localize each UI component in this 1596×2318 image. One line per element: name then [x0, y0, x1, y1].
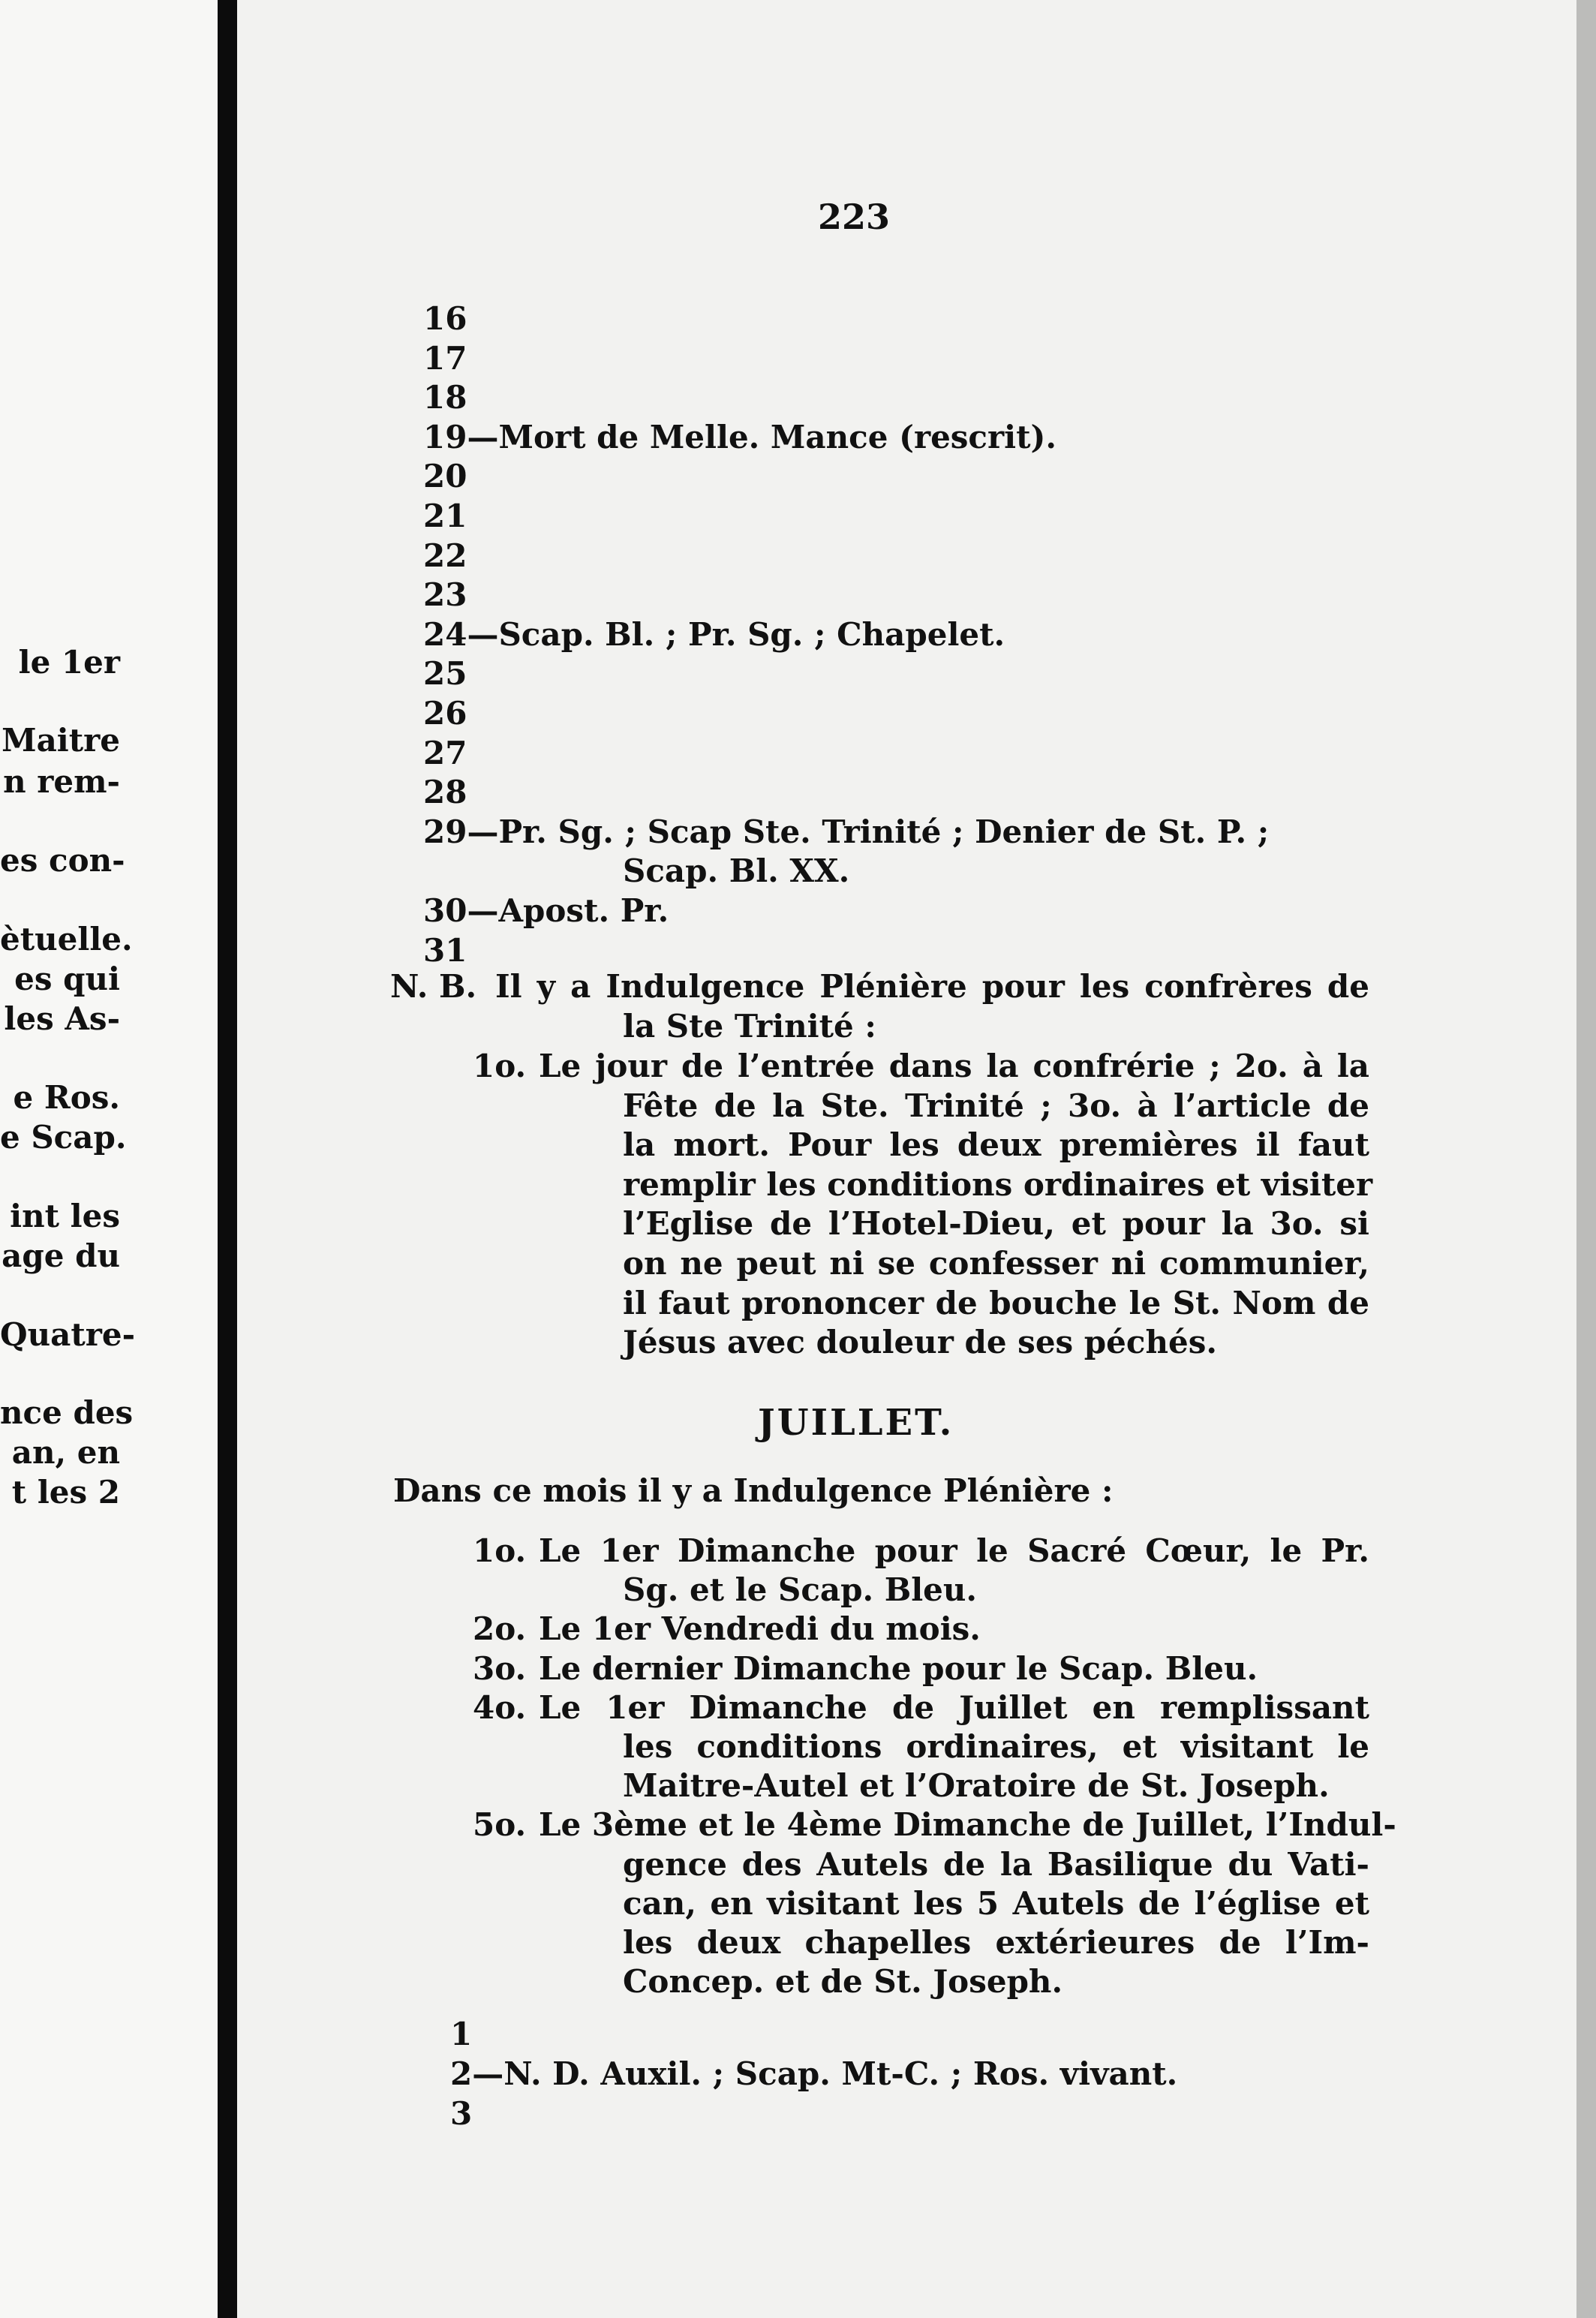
- day-number: 16: [423, 300, 467, 337]
- nb-item-line: remplir les conditions ordinaires et visiter: [623, 1165, 1373, 1203]
- day-number: 28: [423, 774, 467, 811]
- day-observance: Scap. Bl. XX.: [623, 852, 850, 890]
- day-entry: [423, 813, 1269, 851]
- day-number: 18: [423, 379, 467, 416]
- nb-line: la Ste Trinité :: [623, 1008, 876, 1045]
- nb-item-line: Fête de la Ste. Trinité ; 3o. à l’article de: [623, 1087, 1369, 1124]
- july-item-line: Concep. et de St. Joseph.: [623, 1963, 1063, 2001]
- day-entry: [423, 537, 467, 575]
- july-item-label: 3o.: [473, 1649, 527, 1687]
- day-number: 2: [450, 2055, 473, 2092]
- page-number: 223: [818, 197, 891, 237]
- day-entry: [423, 458, 467, 495]
- facing-page-fragment: e Scap.: [0, 1119, 127, 1156]
- day-number: 19: [423, 418, 467, 455]
- day-entry: [423, 774, 467, 811]
- july-item-label: 1o.: [473, 1532, 527, 1569]
- july-item-line: Le 1er Dimanche de Juillet en remplissant: [539, 1688, 1369, 1726]
- facing-page-fragment: nce des: [0, 1394, 134, 1431]
- day-observance: —Pr. Sg. ; Scap Ste. Trinité ; Denier de St. P. ;: [467, 813, 1270, 850]
- facing-page-fragment: t les 2: [11, 1474, 120, 1511]
- day-entry: [423, 616, 1005, 654]
- nb-label: N. B.: [390, 968, 477, 1005]
- day-entry: [423, 655, 467, 693]
- day-observance: —Apost. Pr.: [467, 892, 669, 929]
- day-observance: —Mort de Melle. Mance (rescrit).: [467, 418, 1056, 455]
- july-item-line: gence des Autels de la Basilique du Vati-: [623, 1845, 1369, 1883]
- day-entry: [423, 498, 467, 535]
- nb-item-line: l’Eglise de l’Hotel-Dieu, et pour la 3o. si: [623, 1205, 1369, 1243]
- july-item-line: les conditions ordinaires, et visitant le: [623, 1728, 1369, 1765]
- day-number: 23: [423, 576, 467, 614]
- facing-page-fragment: Quatre-: [0, 1316, 136, 1353]
- nb-item-line: on ne peut ni se confesser ni communier,: [623, 1245, 1369, 1282]
- july-item-line: Le 3ème et le 4ème Dimanche de Juillet, l’Indul-: [539, 1806, 1396, 1844]
- day-number: 3: [450, 2094, 473, 2132]
- july-item-line: Sg. et le Scap. Bleu.: [623, 1571, 978, 1609]
- day-number: 17: [423, 339, 467, 377]
- nb-item-line: Jésus avec douleur de ses péchés.: [623, 1324, 1217, 1361]
- day-entry: [423, 892, 669, 930]
- july-item-label: 5o.: [473, 1806, 527, 1844]
- day-entry: [450, 2055, 1177, 2093]
- day-entry: [423, 419, 1056, 456]
- facing-page-fragment: Maitre: [2, 722, 120, 759]
- july-item-line: Maitre-Autel et l’Oratoire de St. Joseph.: [623, 1767, 1330, 1805]
- july-item-line: Le dernier Dimanche pour le Scap. Bleu.: [539, 1649, 1258, 1687]
- day-number: 26: [423, 695, 467, 732]
- day-entry: [423, 735, 467, 772]
- section-title-juillet: JUILLET.: [758, 1402, 954, 1444]
- day-observance: —N. D. Auxil. ; Scap. Mt-C. ; Ros. vivant.: [472, 2055, 1178, 2092]
- day-number: 24: [423, 615, 467, 653]
- page-gutter: [218, 0, 237, 2318]
- day-number: 1: [450, 2016, 473, 2053]
- facing-page-fragment: n rem-: [3, 763, 120, 800]
- july-intro: Dans ce mois il y a Indulgence Plénière :: [393, 1472, 1114, 1509]
- facing-page-fragment: les As-: [4, 1000, 120, 1037]
- nb-item-line: la mort. Pour les deux premières il faut: [623, 1126, 1369, 1164]
- day-number: 20: [423, 458, 467, 495]
- day-entry: [450, 2095, 472, 2133]
- facing-page-edge: [0, 0, 218, 2318]
- day-entry: [423, 695, 467, 732]
- day-entry: [423, 576, 467, 614]
- nb-item-line: il faut prononcer de bouche le St. Nom de: [623, 1284, 1369, 1321]
- nb-item-line: Le jour de l’entrée dans la confrérie ; 2o. à la: [539, 1048, 1369, 1084]
- july-item-line: Le 1er Vendredi du mois.: [539, 1610, 981, 1648]
- day-entry: [423, 379, 467, 416]
- day-number: 22: [423, 537, 467, 574]
- facing-page-fragment: age du: [2, 1237, 120, 1274]
- day-number: 25: [423, 655, 467, 693]
- facing-page-fragment: int les: [10, 1198, 120, 1234]
- facing-page-fragment: ètuelle.: [0, 921, 133, 958]
- facing-page-fragment: an, en: [11, 1434, 120, 1471]
- day-entry: [423, 932, 467, 970]
- july-item-label: 4o.: [473, 1688, 527, 1726]
- day-entry: [450, 2016, 472, 2053]
- facing-page-fragment: es qui: [14, 961, 120, 997]
- day-entry: [423, 340, 467, 377]
- facing-page-fragment: le 1er: [18, 644, 120, 681]
- day-number: 21: [423, 498, 467, 534]
- day-number: 30: [423, 892, 467, 929]
- july-item-line: les deux chapelles extérieures de l’Im-: [623, 1924, 1369, 1961]
- facing-page-fragment: e Ros.: [13, 1079, 120, 1116]
- nb-item-label: 1o.: [473, 1048, 527, 1084]
- july-item-line: can, en visitant les 5 Autels de l’église et: [623, 1884, 1369, 1922]
- day-observance: —Scap. Bl. ; Pr. Sg. ; Chapelet.: [467, 615, 1005, 653]
- day-number: 31: [423, 931, 467, 969]
- day-number: 29: [423, 813, 467, 850]
- page-edge-shadow: [1576, 0, 1596, 2318]
- day-number: 27: [423, 734, 467, 771]
- july-item-label: 2o.: [473, 1610, 527, 1648]
- nb-line: Il y a Indulgence Plénière pour les confrères de: [495, 968, 1369, 1005]
- day-entry: [423, 300, 467, 338]
- day-entry: [623, 852, 849, 890]
- july-item-line: Le 1er Dimanche pour le Sacré Cœur, le Pr.: [539, 1532, 1369, 1569]
- facing-page-fragment: es con-: [0, 842, 125, 879]
